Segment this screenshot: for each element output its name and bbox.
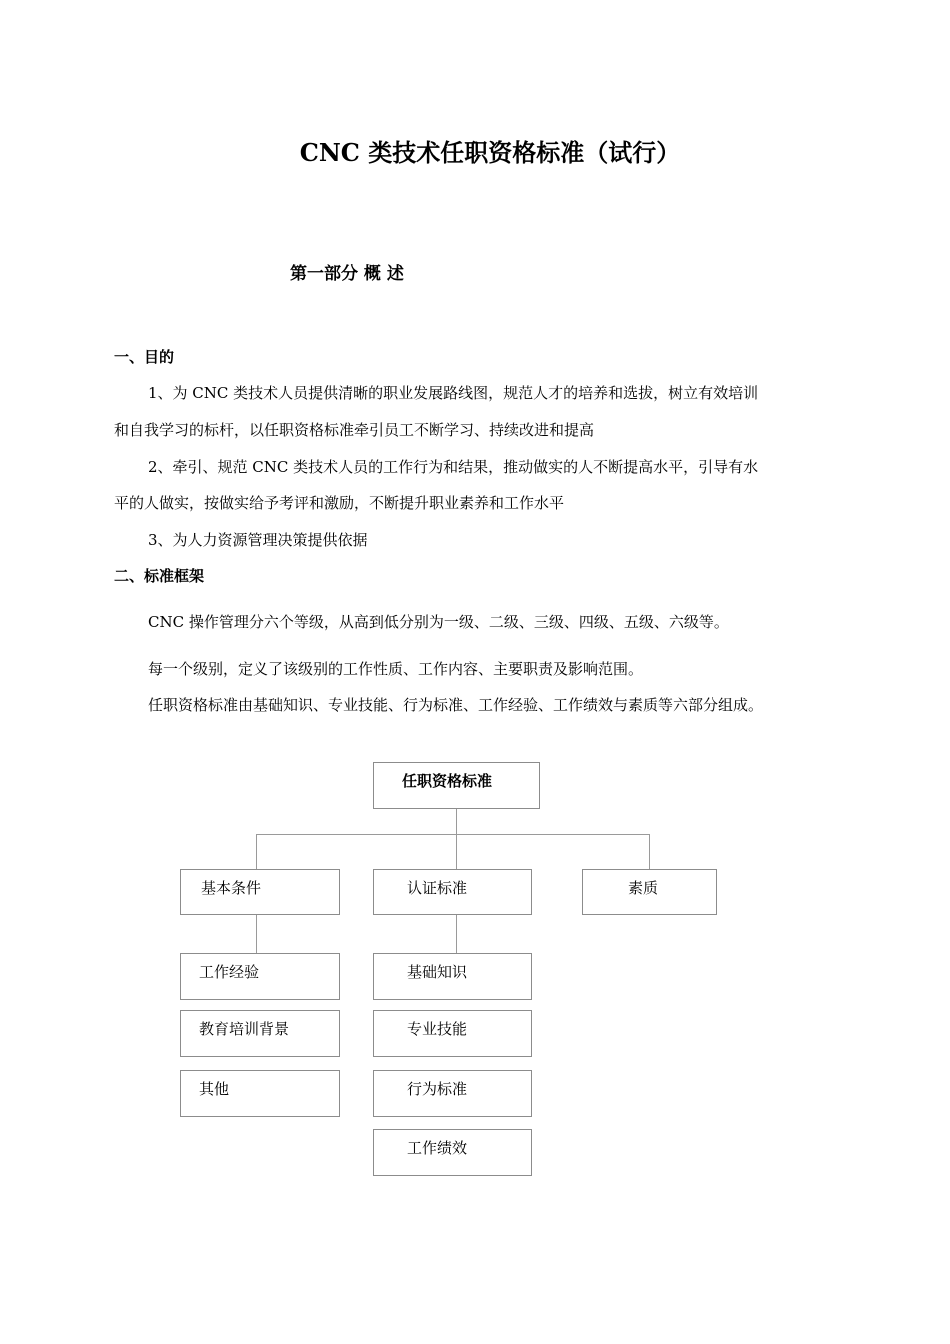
- diagram-node-label: 基础知识: [407, 963, 468, 981]
- diagram-node-label: 工作经验: [199, 963, 260, 981]
- diagram-node-label: 其他: [199, 1080, 230, 1098]
- connector-to-basic: [256, 834, 257, 870]
- connector-cert-children: [456, 914, 457, 954]
- diagram-education-box: [180, 1010, 340, 1057]
- diagram-root-label: 任职资格标准: [402, 772, 493, 790]
- section-heading-purpose: 一、目的: [114, 348, 175, 366]
- diagram-work-performance-box: [373, 1129, 532, 1176]
- diagram-professional-skills-box: [373, 1010, 532, 1057]
- diagram-node-label: 专业技能: [407, 1020, 468, 1038]
- diagram-basic-knowledge-box: [373, 953, 532, 1000]
- diagram-certification-box: [373, 869, 532, 915]
- diagram-other-box: [180, 1070, 340, 1117]
- framework-paragraph-2: 每一个级别，定义了该级别的工作性质、工作内容、主要职责及影响范围。: [148, 660, 644, 678]
- purpose-paragraph-2-line-1: 2、牵引、规范 CNC 类技术人员的工作行为和结果，推动做实的人不断提高水平，引导有水: [148, 458, 759, 476]
- diagram-node-label: 工作绩效: [407, 1139, 468, 1157]
- purpose-paragraph-3: 3、为人力资源管理决策提供依据: [148, 531, 368, 549]
- connector-horizontal: [256, 834, 650, 835]
- diagram-node-label: 素质: [628, 879, 659, 897]
- connector-root-down: [456, 808, 457, 834]
- diagram-behavior-standards-box: [373, 1070, 532, 1117]
- purpose-paragraph-1-line-2: 和自我学习的标杆，以任职资格标准牵引员工不断学习、持续改进和提高: [114, 421, 595, 439]
- diagram-basic-conditions-box: [180, 869, 340, 915]
- framework-paragraph-3: 任职资格标准由基础知识、专业技能、行为标准、工作经验、工作绩效与素质等六部分组成。: [148, 696, 764, 714]
- diagram-quality-box: [582, 869, 717, 915]
- diagram-work-experience-box: [180, 953, 340, 1000]
- diagram-node-label: 认证标准: [407, 879, 468, 897]
- part-heading: 第一部分 概 述: [290, 264, 404, 284]
- framework-paragraph-1: CNC 操作管理分六个等级，从高到低分别为一级、二级、三级、四级、五级、六级等。: [148, 613, 729, 631]
- diagram-node-label: 基本条件: [201, 879, 262, 897]
- diagram-node-label: 行为标准: [407, 1080, 468, 1098]
- diagram-root-box: [373, 762, 540, 809]
- section-heading-framework: 二、标准框架: [114, 567, 205, 585]
- diagram-node-label: 教育培训背景: [199, 1020, 290, 1038]
- connector-basic-children: [256, 914, 257, 954]
- purpose-paragraph-1-line-1: 1、为 CNC 类技术人员提供清晰的职业发展路线图，规范人才的培养和选拔，树立有效培训: [148, 384, 759, 402]
- purpose-paragraph-2-line-2: 平的人做实，按做实给予考评和激励，不断提升职业素养和工作水平: [114, 494, 565, 512]
- connector-to-quality: [649, 834, 650, 870]
- connector-to-cert: [456, 834, 457, 870]
- document-title: CNC 类技术任职资格标准（试行）: [299, 138, 681, 167]
